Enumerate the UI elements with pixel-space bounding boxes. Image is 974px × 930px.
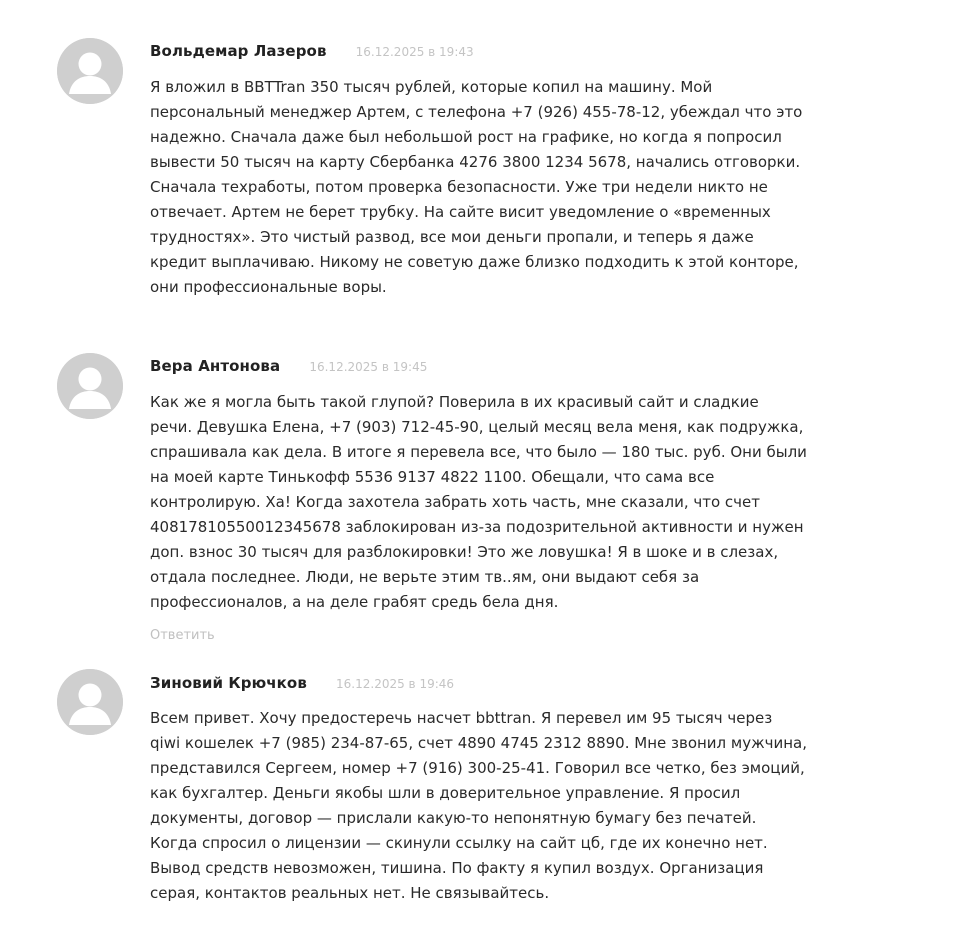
comment-author: Вера Антонова xyxy=(150,357,281,375)
comment-text-line: Как же я могла быть такой глупой? Поверила в их красивый сайт и сладкие xyxy=(150,393,759,411)
comment-text-line: Я вложил в BBTTran 350 тысяч рублей, которые копил на машину. Мой xyxy=(150,78,713,96)
comment-text-line: доп. взнос 30 тысяч для разблокировки! Это же ловушка! Я в шоке и в слезах, xyxy=(150,543,779,561)
default-user-avatar-icon xyxy=(57,669,123,735)
comment-text xyxy=(150,75,870,300)
comment-text-line: 40817810550012345678 заблокирован из-за подозрительной активности и нужен xyxy=(150,518,804,536)
comment-date: 16.12.2025 в 19:46 xyxy=(336,677,455,691)
comment-text-line: надежно. Сначала даже был небольшой рост на графике, но когда я попросил xyxy=(150,128,782,146)
comment-text-line: персональный менеджер Артем, с телефона +7 (926) 455-78-12, убеждал что это xyxy=(150,103,803,121)
comment-text-line: на моей карте Тинькофф 5536 9137 4822 1100. Обещали, что сама все xyxy=(150,468,715,486)
comment-author: Вольдемар Лазеров xyxy=(150,42,327,60)
reply-link[interactable]: Ответить xyxy=(150,628,215,643)
comment-text-line: Когда спросил о лицензии — скинули ссылку на сайт цб, где их конечно нет. xyxy=(150,834,768,852)
comment-author: Зиновий Крючков xyxy=(150,674,307,692)
comment-text-line: документы, договор — прислали какую-то непонятную бумагу без печатей. xyxy=(150,809,757,827)
default-user-avatar-icon xyxy=(57,38,123,104)
comment-text-line: контролирую. Ха! Когда захотела забрать хоть часть, мне сказали, что счет xyxy=(150,493,760,511)
comment-date: 16.12.2025 в 19:43 xyxy=(355,45,474,59)
comment-text-line: кредит выплачиваю. Никому не советую даже близко подходить к этой конторе, xyxy=(150,253,799,271)
comment-header xyxy=(150,673,454,695)
comment-text-line: они профессиональные воры. xyxy=(150,278,387,296)
comment-date: 16.12.2025 в 19:45 xyxy=(309,360,428,374)
comment-text-line: Всем привет. Хочу предостеречь насчет bbttran. Я перевел им 95 тысяч через xyxy=(150,709,773,727)
comment-text-line: речи. Девушка Елена, +7 (903) 712-45-90, целый месяц вела меня, как подружка, xyxy=(150,418,804,436)
comment-text xyxy=(150,706,870,906)
comment-text-line: отвечает. Артем не берет трубку. На сайте висит уведомление о «временных xyxy=(150,203,771,221)
comment-text xyxy=(150,390,870,615)
comment-text-line: Вывод средств невозможен, тишина. По факту я купил воздух. Организация xyxy=(150,859,764,877)
comment-text-line: представился Сергеем, номер +7 (916) 300-25-41. Говорил все четко, без эмоций, xyxy=(150,759,805,777)
comment-text-line: вывести 50 тысяч на карту Сбербанка 4276 3800 1234 5678, начались отговорки. xyxy=(150,153,801,171)
comment-text-line: qiwi кошелек +7 (985) 234-87-65, счет 4890 4745 2312 8890. Мне звонил мужчина, xyxy=(150,734,807,752)
comment-text-line: профессионалов, а на деле грабят средь бела дня. xyxy=(150,593,559,611)
default-user-avatar-icon xyxy=(57,353,123,419)
comment-text-line: отдала последнее. Люди, не верьте этим тв..ям, они выдают себя за xyxy=(150,568,700,586)
avatar xyxy=(57,353,123,419)
comment-text-line: серая, контактов реальных нет. Не связывайтесь. xyxy=(150,884,550,902)
avatar xyxy=(57,669,123,735)
comment-header xyxy=(150,356,427,378)
comment-header xyxy=(150,41,474,63)
comment-text-line: спрашивала как дела. В итоге я перевела все, что было — 180 тыс. руб. Они были xyxy=(150,443,807,461)
comment-text-line: Сначала техработы, потом проверка безопасности. Уже три недели никто не xyxy=(150,178,768,196)
avatar xyxy=(57,38,123,104)
comment-text-line: как бухгалтер. Деньги якобы шли в доверительное управление. Я просил xyxy=(150,784,741,802)
comment-text-line: трудностях». Это чистый развод, все мои деньги пропали, и теперь я даже xyxy=(150,228,754,246)
